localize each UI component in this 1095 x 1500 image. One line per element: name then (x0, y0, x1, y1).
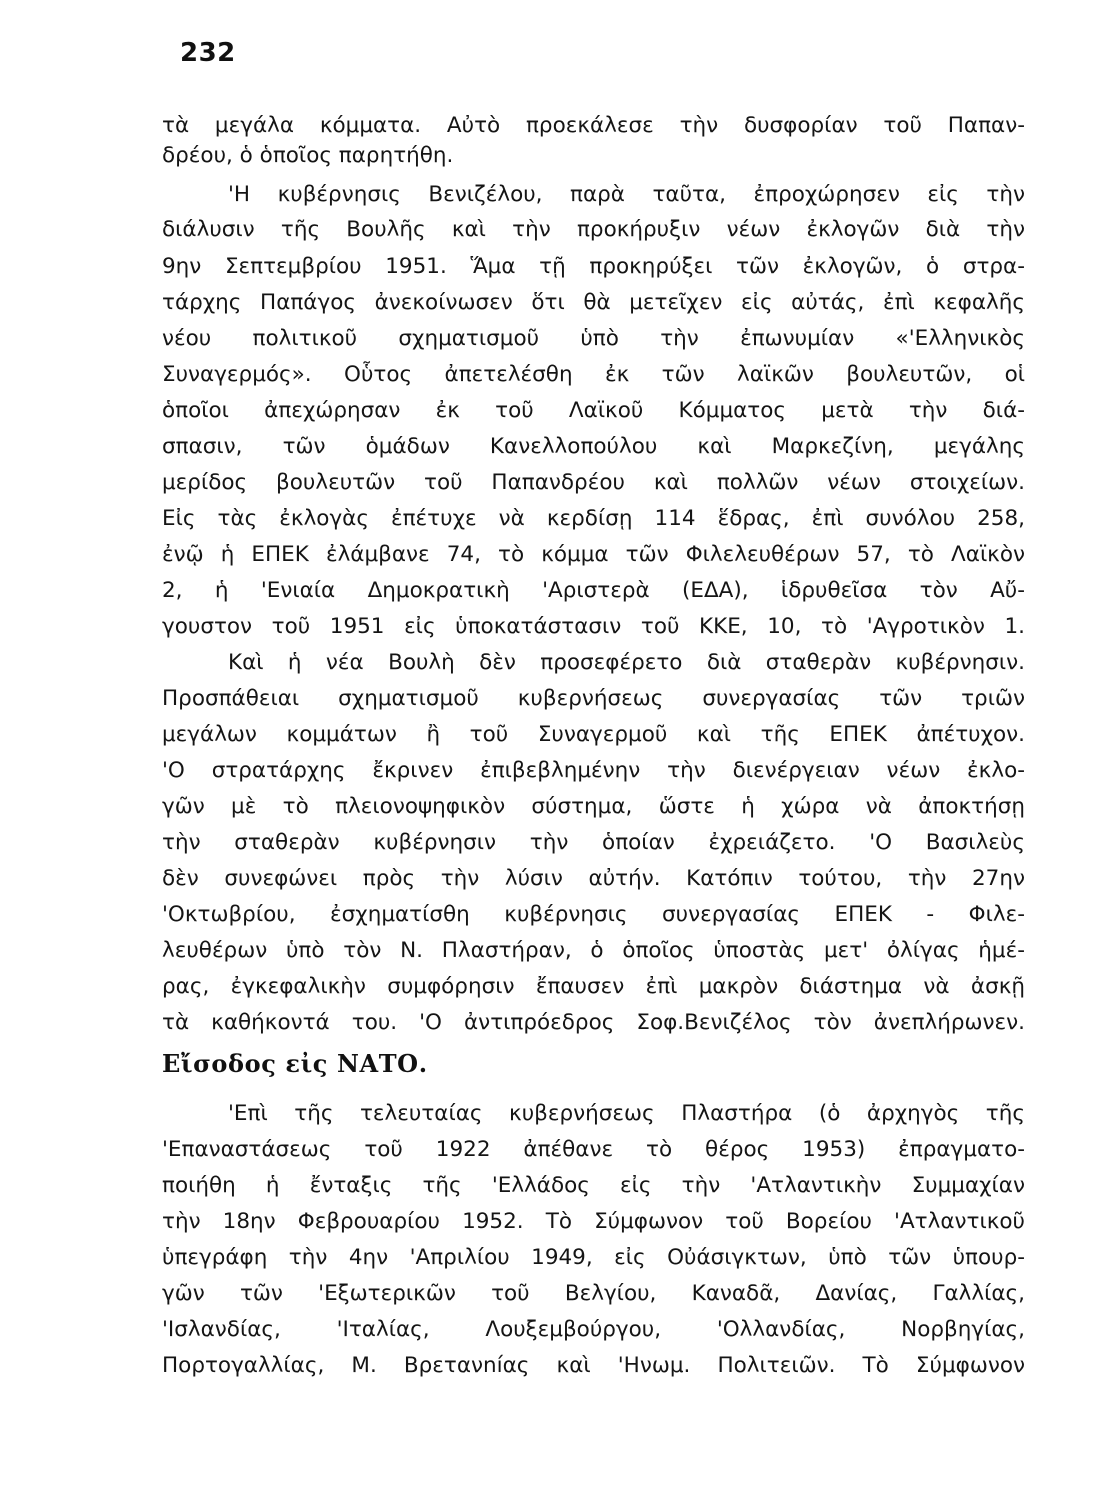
text-line: 'Επαναστάσεως τοῦ 1922 ἀπέθανε τὸ θέρος 1953) ἐπραγματο- (162, 1137, 1025, 1162)
text-line: 2, ἡ 'Ενιαία Δημοκρατικὴ 'Αριστερὰ (ΕΔΑ), ἱδρυθεῖσα τὸν Αὔ- (162, 578, 1025, 603)
text-line: ἐνῷ ἡ ΕΠΕΚ ἐλάμβανε 74, τὸ κόμμα τῶν Φιλελευθέρων 57, τὸ Λαϊκὸν (162, 542, 1025, 567)
text-line: Συναγερμός». Οὗτος ἀπετελέσθη ἐκ τῶν λαϊκῶν βουλευτῶν, οἱ (162, 362, 1025, 387)
text-line: ὑπεγράφη τὴν 4ην 'Απριλίου 1949, εἰς Οὐάσιγκτων, ὑπὸ τῶν ὑπουρ- (162, 1245, 1025, 1270)
text-line: 'Ισλανδίας, 'Ιταλίας, Λουξεμβούργου, 'Ολλανδίας, Νορβηγίας, (162, 1317, 1025, 1342)
text-line: 'Οκτωβρίου, ἐσχηματίσθη κυβέρνησις συνεργασίας ΕΠΕΚ - Φιλε- (162, 902, 1025, 927)
text-line: τὴν 18ην Φεβρουαρίου 1952. Τὸ Σύμφωνον τοῦ Βορείου 'Ατλαντικοῦ (162, 1209, 1025, 1234)
text-line: γῶν τῶν 'Εξωτερικῶν τοῦ Βελγίου, Καναδᾶ, Δανίας, Γαλλίας, (162, 1281, 1025, 1306)
text-line: ρας, ἐγκεφαλικὴν συμφόρησιν ἔπαυσεν ἐπὶ μακρὸν διάστημα νὰ ἀσκῇ (162, 974, 1025, 999)
text-line: 'Ο στρατάρχης ἔκρινεν ἐπιβεβλημένην τὴν διενέργειαν νέων ἐκλο- (162, 758, 1025, 783)
page-number: 232 (180, 38, 236, 68)
section-heading: Εἴσοδος εἰς ΝΑΤΟ. (162, 1049, 428, 1078)
text-line: γῶν μὲ τὸ πλειονοψηφικὸν σύστημα, ὥστε ἡ χώρα νὰ ἀποκτήσῃ (162, 794, 1025, 819)
text-line: μερίδος βουλευτῶν τοῦ Παπανδρέου καὶ πολλῶν νέων στοιχείων. (162, 470, 1025, 495)
text-line: ὁποῖοι ἀπεχώρησαν ἐκ τοῦ Λαϊκοῦ Κόμματος μετὰ τὴν διά- (162, 398, 1025, 423)
text-line: ποιήθη ἡ ἔνταξις τῆς 'Ελλάδος εἰς τὴν 'Ατλαντικὴν Συμμαχίαν (162, 1173, 1025, 1198)
text-line: δρέου, ὁ ὁποῖος παρητήθη. (162, 143, 454, 168)
text-line: 'Η κυβέρνησις Βενιζέλου, παρὰ ταῦτα, ἐπροχώρησεν εἰς τὴν (228, 182, 1025, 207)
text-line: τάρχης Παπάγος ἀνεκοίνωσεν ὅτι θὰ μετεῖχεν εἰς αὐτάς, ἐπὶ κεφαλῆς (162, 290, 1025, 315)
text-line: Εἰς τὰς ἐκλογὰς ἐπέτυχε νὰ κερδίσῃ 114 ἕδρας, ἐπὶ συνόλου 258, (162, 506, 1025, 531)
text-line: γουστον τοῦ 1951 εἰς ὑποκατάστασιν τοῦ ΚΚΕ, 10, τὸ 'Αγροτικὸν 1. (162, 614, 1025, 639)
text-line: νέου πολιτικοῦ σχηματισμοῦ ὑπὸ τὴν ἐπωνυμίαν «'Ελληνικὸς (162, 326, 1025, 351)
text-line: Προσπάθειαι σχηματισμοῦ κυβερνήσεως συνεργασίας τῶν τριῶν (162, 686, 1025, 711)
text-line: διάλυσιν τῆς Βουλῆς καὶ τὴν προκήρυξιν νέων ἐκλογῶν διὰ τὴν (162, 217, 1025, 242)
text-line: δὲν συνεφώνει πρὸς τὴν λύσιν αὐτήν. Κατόπιν τούτου, τὴν 27ην (162, 866, 1025, 891)
text-line: σπασιν, τῶν ὁμάδων Κανελλοπούλου καὶ Μαρκεζίνη, μεγάλης (162, 434, 1025, 459)
text-line: Καὶ ἡ νέα Βουλὴ δὲν προσεφέρετο διὰ σταθερὰν κυβέρνησιν. (228, 650, 1025, 675)
text-line: Πορτογαλλίας, Μ. Βρετανníας καὶ 'Ηνωμ. Πολιτειῶν. Τὸ Σύμφωνον (162, 1353, 1025, 1378)
text-line: λευθέρων ὑπὸ τὸν Ν. Πλαστήραν, ὁ ὁποῖος ὑποστὰς μετ' ὀλίγας ἡμέ- (162, 938, 1025, 963)
text-line: τὴν σταθερὰν κυβέρνησιν τὴν ὁποίαν ἐχρειάζετο. 'Ο Βασιλεὺς (162, 830, 1025, 855)
text-line: τὰ μεγάλα κόμματα. Αὐτὸ προεκάλεσε τὴν δυσφορίαν τοῦ Παπαν- (162, 113, 1025, 138)
text-line: 9ην Σεπτεμβρίου 1951. Ἅμα τῇ προκηρύξει τῶν ἐκλογῶν, ὁ στρα- (162, 254, 1025, 279)
text-line: τὰ καθήκοντά του. 'Ο ἀντιπρόεδρος Σοφ.Βενιζέλος τὸν ἀνεπλήρωνεν. (162, 1010, 1025, 1035)
text-line: 'Επὶ τῆς τελευταίας κυβερνήσεως Πλαστήρα (ὁ ἀρχηγὸς τῆς (228, 1101, 1025, 1126)
text-line: μεγάλων κομμάτων ἢ τοῦ Συναγερμοῦ καὶ τῆς ΕΠΕΚ ἀπέτυχον. (162, 722, 1025, 747)
